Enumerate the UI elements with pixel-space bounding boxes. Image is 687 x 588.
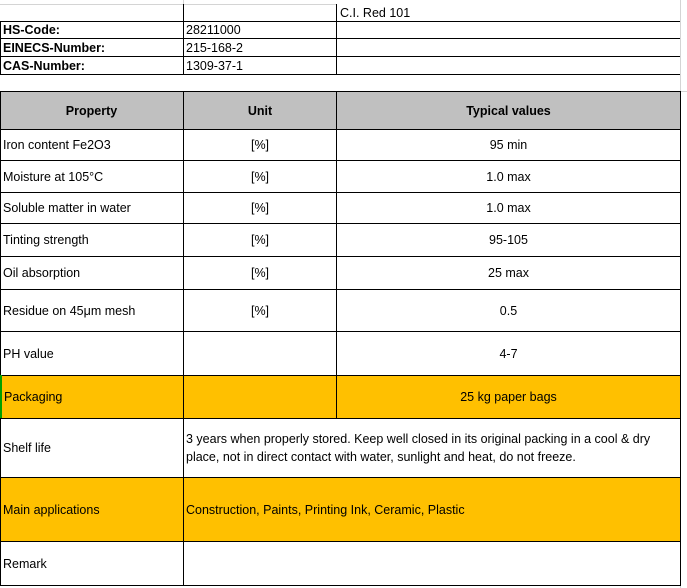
row-value[interactable]: 25 max (488, 266, 529, 280)
row-unit[interactable]: [%] (250, 138, 270, 152)
border-line (680, 91, 681, 586)
main-applications-label[interactable]: Main applications (3, 502, 100, 517)
row-unit[interactable] (184, 332, 336, 375)
row-unit[interactable]: [%] (250, 303, 270, 318)
einecs-value[interactable]: 215-168-2 (186, 40, 243, 55)
border-line (183, 4, 184, 75)
border-line (336, 4, 337, 75)
einecs-label: EINECS-Number: (3, 40, 106, 55)
row-value[interactable]: 95 min (489, 138, 528, 152)
row-property[interactable]: Tinting strength (3, 233, 89, 247)
gridline (0, 4, 336, 5)
packaging-value[interactable]: 25 kg paper bags (460, 390, 557, 404)
border-line (0, 21, 1, 75)
remark-label[interactable]: Remark (3, 556, 47, 571)
border-line (0, 585, 680, 586)
row-value[interactable]: 1.0 max (486, 201, 531, 215)
row-unit[interactable]: [%] (250, 266, 270, 280)
border-line (0, 74, 680, 75)
cas-value[interactable]: 1309-37-1 (186, 58, 243, 73)
row-property[interactable]: Oil absorption (3, 266, 81, 280)
row-unit[interactable]: [%] (250, 233, 270, 247)
row-property[interactable]: Soluble matter in water (3, 201, 131, 215)
main-applications-value[interactable]: Construction, Paints, Printing Ink, Ceramic, Plastic (186, 502, 465, 517)
row-property[interactable]: Moisture at 105°C (3, 169, 104, 184)
shelf-life-label[interactable]: Shelf life (3, 441, 51, 455)
header-typical-values: Typical values (466, 103, 551, 118)
row-value[interactable]: 4-7 (499, 346, 518, 361)
hs-code-label: HS-Code: (3, 22, 60, 37)
row-value[interactable]: 95-105 (489, 233, 528, 247)
remark-value[interactable] (186, 542, 678, 585)
row-property[interactable]: PH value (3, 346, 54, 361)
row-property[interactable]: Iron content Fe2O3 (3, 138, 111, 152)
border-line (0, 91, 1, 586)
row-value[interactable]: 0.5 (499, 303, 518, 318)
packaging-label[interactable]: Packaging (4, 390, 63, 404)
row-value[interactable]: 1.0 max (486, 169, 531, 184)
title-cell[interactable]: C.I. Red 101 (340, 5, 411, 20)
shelf-life-value[interactable]: 3 years when properly stored. Keep well closed in its original packing in a cool & dry place, not in direct contact with water, sunlight and heat, do not freeze. (186, 432, 651, 464)
row-property[interactable]: Residue on 45μm mesh (3, 303, 136, 318)
selection-indicator (0, 375, 2, 418)
header-unit: Unit (247, 103, 273, 118)
row-unit[interactable]: [%] (250, 169, 270, 184)
hs-code-value[interactable]: 28211000 (186, 22, 241, 37)
header-property: Property (65, 103, 118, 118)
row-unit[interactable]: [%] (250, 201, 270, 215)
cas-label: CAS-Number: (3, 58, 85, 73)
